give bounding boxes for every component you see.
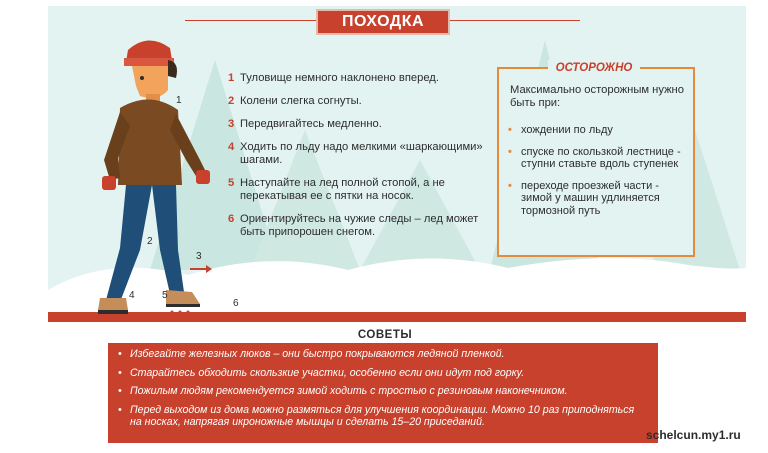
advice-title: СОВЕТЫ (357, 329, 413, 341)
advice-item-text: Старайтесь обходить скользкие участки, особенно если они идут под горку. (130, 366, 525, 379)
caution-item (508, 146, 692, 171)
caution-item (508, 180, 692, 218)
bullet-icon: • (118, 366, 122, 379)
tip-item (228, 141, 496, 167)
caution-item-text: переходе проезжей части - зимой у машин удлиняется тормозной путь (521, 179, 660, 217)
bullet-icon: • (508, 124, 512, 136)
figure-label-2: 2 (147, 236, 153, 247)
bullet-icon: • (118, 385, 122, 398)
tip-item (228, 118, 496, 131)
tip-text: Колени слегка согнуты. (240, 95, 362, 107)
caution-item-text: хождении по льду (521, 124, 613, 136)
tip-number: 4 (228, 141, 235, 153)
advice-item (118, 385, 648, 398)
figure-label-1: 1 (176, 95, 182, 106)
forward-arrow-icon (190, 265, 212, 273)
figure-label-3: 3 (196, 251, 202, 262)
tip-item (228, 213, 496, 239)
tip-text: Туловище немного наклонено вперед. (240, 72, 439, 84)
tip-item (228, 95, 496, 108)
figure-label-5: 5 (162, 290, 168, 301)
page-title: ПОХОДКА (316, 9, 450, 35)
title-line-right (450, 20, 580, 21)
advice-item-text: Избегайте железных люков – они быстро покрываются ледяной пленкой. (130, 348, 505, 360)
watermark: schelcun.my1.ru (646, 428, 741, 442)
tip-number: 6 (228, 213, 235, 225)
tip-number: 3 (228, 118, 235, 130)
advice-box (108, 343, 658, 443)
figure-label-4: 4 (129, 290, 135, 301)
caution-item (508, 124, 692, 137)
tip-text: Наступайте на лед полной стопой, а не перекатывая ее с пятки на носок. (240, 177, 445, 202)
tip-text: Передвигайтесь медленно. (240, 118, 382, 130)
tip-item (228, 72, 496, 85)
advice-item-text: Перед выходом из дома можно размяться для улучшения координации. Можно 10 раз приподняться на носках, напрягая икроножные мышцы и сделать 15–20 приседаний. (130, 403, 635, 429)
caution-list (508, 124, 692, 226)
caution-intro: Максимально осторожным нужно быть при: (510, 84, 684, 109)
advice-item (118, 348, 648, 361)
advice-item (118, 367, 648, 380)
bullet-icon: • (508, 179, 512, 192)
tip-number: 2 (228, 95, 235, 107)
tip-number: 5 (228, 177, 235, 189)
title-line-left (185, 20, 316, 21)
bullet-icon: • (118, 403, 122, 416)
caution-title: ОСТОРОЖНО (548, 60, 640, 76)
tip-text: Ориентируйтесь на чужие следы – лед может быть припорошен снегом. (240, 213, 479, 238)
bullet-icon: • (508, 145, 512, 158)
walking-person-illustration (60, 30, 240, 320)
advice-item-text: Пожилым людям рекомендуется зимой ходить с тростью с резиновым наконечником. (130, 385, 568, 398)
walking-tips-list (228, 72, 496, 249)
tip-text: Ходить по льду надо мелкими «шаркающими» шагами. (240, 141, 483, 166)
advice-item (118, 404, 648, 429)
caution-item-text: спуске по скользкой лестнице - ступни ставьте вдоль ступенек (521, 145, 681, 170)
tip-item (228, 177, 496, 203)
tip-number: 1 (228, 72, 235, 84)
bullet-icon: • (118, 348, 122, 360)
figure-label-6: 6 (233, 298, 239, 309)
